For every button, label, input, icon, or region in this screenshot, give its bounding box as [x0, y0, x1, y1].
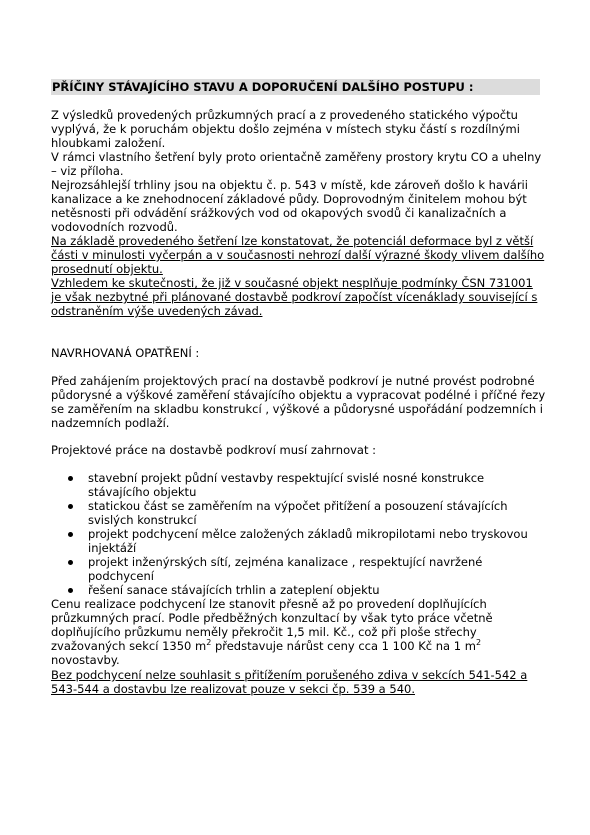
bullet-icon	[68, 532, 73, 537]
causes-paragraph-1: Z výsledků provedených průzkumných prací a z provedeného statického výpočtu vyplývá, že k poruchám objektu došlo zejména v místech styku částí s rozdílnými hloubkami založení.	[51, 108, 520, 150]
section-heading: PŘÍČINY STÁVAJÍCÍHO STAVU A DOPORUČENÍ DALŠÍHO POSTUPU :	[51, 79, 540, 95]
list-item: projekt inženýrských sítí, zejména kanalizace , respektující navržené podchycení	[68, 555, 543, 583]
causes-paragraph-2: V rámci vlastního šetření byly proto orientačně zaměřeny prostory krytu CO a uhelny – viz příloha.	[51, 150, 542, 178]
causes-section	[51, 108, 546, 318]
list-item: stavební projekt půdní vestavby respektující svislé nosné konstrukce stávajícího objektu	[68, 471, 543, 499]
requirements-list	[68, 471, 543, 597]
list-item: statickou část se zaměřením na výpočet přitížení a posouzení stávajících svislých konstrukcí	[68, 499, 543, 527]
bullet-icon	[68, 588, 73, 593]
bullet-icon	[68, 504, 73, 509]
causes-paragraph-3: Nejrozsáhlejší trhliny jsou na objektu č. p. 543 v místě, kde zároveň došlo k havárii kanalizace a ke znehodnocení základové půdy. Doprovodným činitelem mohou být netěsnosti při odvádění srážkových vod od okapových svodů či kanalizačních a vodovodních rozvodů.	[51, 178, 528, 234]
final-note: Bez podchycení nelze souhlasit s přitížením porušeného zdiva v sekcích 541-542 a 543-544 a dostavbu lze realizovat pouze v sekci čp. 539 a 540.	[51, 668, 528, 696]
bullet-icon	[68, 476, 73, 481]
measures-intro: Před zahájením projektových prací na dostavbě podkroví je nutné provést podrobné půdorysné a výškové zaměření stávajícího objektu a vypracovat podélné i příčné řezy se zaměřením na skladbu konstrukcí , výškové a půdorysné uspořádání podzemních i nadzemních podlaží.	[51, 374, 546, 430]
list-item: projekt podchycení mělce založených základů mikropilotami nebo tryskovou injektáží	[68, 527, 543, 555]
measures-title: NAVRHOVANÁ OPATŘENÍ :	[51, 346, 200, 360]
causes-paragraph-4: Na základě provedeného šetření lze konstatovat, že potenciál deformace byl z větší části v minulosti vyčerpán a v současnosti nehrozí další výrazné škody vlivem dalšího prosednutí objektu.	[51, 234, 545, 276]
list-intro: Projektové práce na dostavbě podkroví musí zahrnovat :	[51, 443, 377, 457]
causes-paragraph-5: Vzhledem ke skutečnosti, že již v současné objekt nesplňuje podmínky ČSN 731001 je však nezbytné při plánované dostavbě podkroví započíst vícenáklady související s odstraněním výše uvedených závad.	[51, 276, 538, 318]
list-item: řešení sanace stávajících trhlin a zateplení objektu	[68, 583, 543, 597]
cost-paragraph: Cenu realizace podchycení lze stanovit přesně až po provedení doplňujících průzkumných prací. Podle předběžných konzultací by však tyto práce včetně doplňujícího průzkumu neměly překročit 1,5 mil. Kč., což při ploše střechy zvažovaných sekcí 1350 $m^2$ představuje nárůst ceny cca 1 100 Kč na 1 $m^2$ novostavby.	[51, 597, 493, 667]
bullet-icon	[68, 560, 73, 565]
